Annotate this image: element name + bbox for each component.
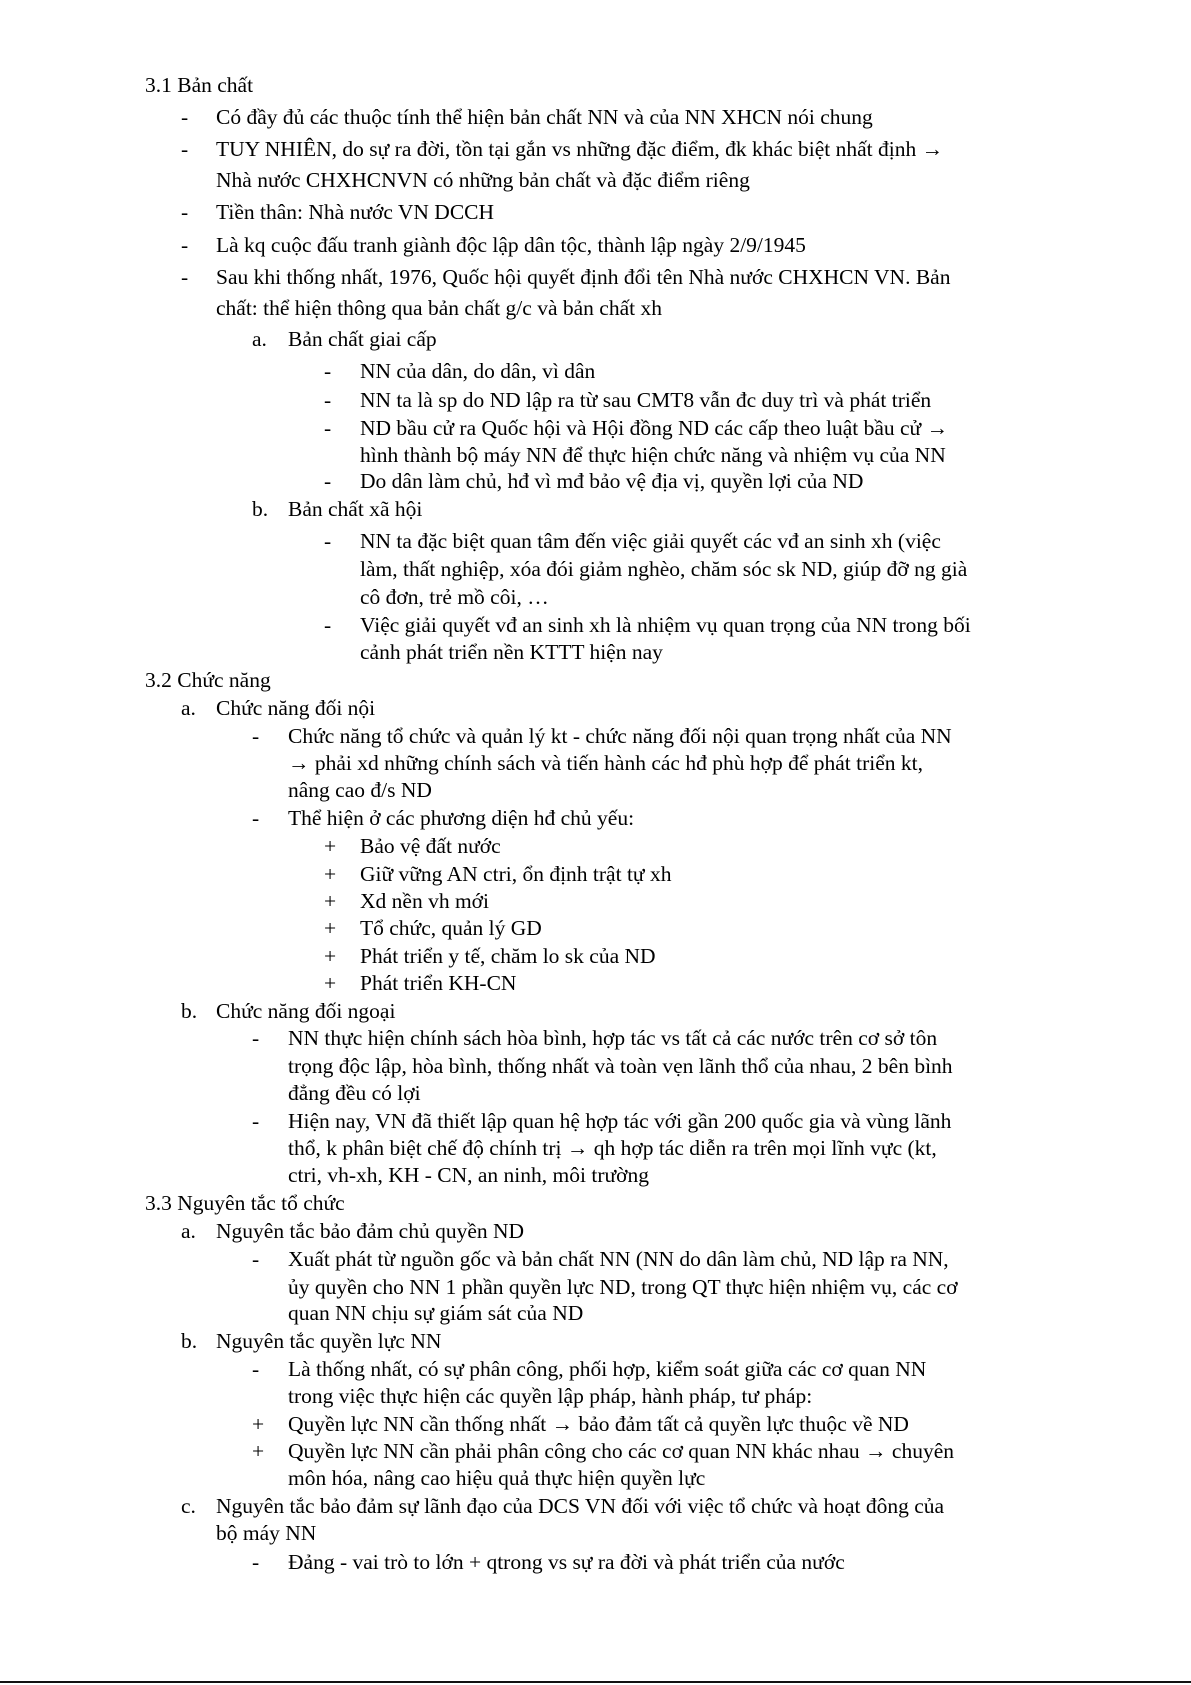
list-item-cont: hình thành bộ máy NN để thực hiện chức năng và nhiệm vụ của NN bbox=[360, 443, 946, 467]
list-item-cont: trong việc thực hiện các quyền lập pháp, hành pháp, tư pháp: bbox=[288, 1384, 813, 1408]
dash-marker: - bbox=[324, 416, 332, 440]
list-item-cont: nâng cao đ/s ND bbox=[288, 778, 432, 802]
section-heading-3-2: 3.2 Chức năng bbox=[145, 668, 271, 692]
list-item-cont: thổ, k phân biệt chế độ chính trị → qh hợp tác diễn ra trên mọi lĩnh vực (kt, bbox=[288, 1136, 937, 1160]
list-item: Do dân làm chủ, hđ vì mđ bảo vệ địa vị, quyền lợi của ND bbox=[360, 469, 864, 493]
page-bottom-rule bbox=[0, 1681, 1191, 1683]
dash-marker: - bbox=[181, 105, 189, 129]
dash-marker: - bbox=[181, 137, 189, 161]
list-item-cont: Nhà nước CHXHCNVN có những bản chất và đặc điểm riêng bbox=[216, 168, 750, 192]
plus-item: Phát triển y tế, chăm lo sk của ND bbox=[360, 944, 656, 968]
dash-marker: - bbox=[181, 233, 189, 257]
plus-marker: + bbox=[252, 1439, 265, 1463]
list-item: Đảng - vai trò to lớn + qtrong vs sự ra đời và phát triển của nước bbox=[288, 1550, 845, 1574]
dash-marker: - bbox=[252, 1026, 260, 1050]
plus-marker: + bbox=[324, 971, 337, 995]
list-item-cont: trọng độc lập, hòa bình, thống nhất và toàn vẹn lãnh thổ của nhau, 2 bên bình bbox=[288, 1054, 953, 1078]
dash-marker: - bbox=[252, 1550, 260, 1574]
list-item-cont: chất: thể hiện thông qua bản chất g/c và bản chất xh bbox=[216, 296, 662, 320]
subheading: Chức năng đối ngoại bbox=[216, 999, 396, 1023]
list-item: Thể hiện ở các phương diện hđ chủ yếu: bbox=[288, 806, 635, 830]
dash-marker: - bbox=[324, 359, 332, 383]
dash-marker: - bbox=[181, 200, 189, 224]
list-item-cont: làm, thất nghiệp, xóa đói giảm nghèo, chăm sóc sk ND, giúp đỡ ng già bbox=[360, 557, 968, 581]
list-item-cont: đẳng đều có lợi bbox=[288, 1081, 421, 1105]
list-item: Có đầy đủ các thuộc tính thể hiện bản chất NN và của NN XHCN nói chung bbox=[216, 105, 873, 129]
plus-item: Quyền lực NN cần thống nhất → bảo đảm tất cả quyền lực thuộc về ND bbox=[288, 1412, 909, 1436]
plus-item: Phát triển KH-CN bbox=[360, 971, 517, 995]
dash-marker: - bbox=[252, 1357, 260, 1381]
letter-marker-b: b. bbox=[181, 999, 198, 1023]
list-item: Là kq cuộc đấu tranh giành độc lập dân tộc, thành lập ngày 2/9/1945 bbox=[216, 233, 806, 257]
list-item-cont: ctri, vh-xh, KH - CN, an ninh, môi trường bbox=[288, 1163, 650, 1187]
dash-marker: - bbox=[252, 806, 260, 830]
plus-item: Bảo vệ đất nước bbox=[360, 834, 501, 858]
subheading: Chức năng đối nội bbox=[216, 696, 376, 720]
list-item: Là thống nhất, có sự phân công, phối hợp, kiểm soát giữa các cơ quan NN bbox=[288, 1357, 927, 1381]
list-item-cont: ủy quyền cho NN 1 phần quyền lực ND, trong QT thực hiện nhiệm vụ, các cơ bbox=[288, 1275, 958, 1299]
list-item: Hiện nay, VN đã thiết lập quan hệ hợp tác với gần 200 quốc gia và vùng lãnh bbox=[288, 1109, 952, 1133]
plus-item: Xd nền vh mới bbox=[360, 889, 490, 913]
plus-marker: + bbox=[324, 834, 337, 858]
list-item-cont: cảnh phát triển nền KTTT hiện nay bbox=[360, 640, 663, 664]
list-item: Sau khi thống nhất, 1976, Quốc hội quyết định đổi tên Nhà nước CHXHCN VN. Bản bbox=[216, 265, 951, 289]
subheading: Nguyên tắc quyền lực NN bbox=[216, 1329, 442, 1353]
list-item: NN ta đặc biệt quan tâm đến việc giải quyết các vđ an sinh xh (việc bbox=[360, 529, 941, 553]
letter-marker-a: a. bbox=[181, 1219, 196, 1243]
letter-marker-a: a. bbox=[252, 327, 267, 351]
dash-marker: - bbox=[324, 388, 332, 412]
subheading-cont: bộ máy NN bbox=[216, 1521, 317, 1545]
letter-marker-c: c. bbox=[181, 1494, 196, 1518]
dash-marker: - bbox=[324, 613, 332, 637]
plus-marker: + bbox=[324, 944, 337, 968]
plus-item: Quyền lực NN cần phải phân công cho các cơ quan NN khác nhau → chuyên bbox=[288, 1439, 954, 1463]
list-item: ND bầu cử ra Quốc hội và Hội đồng ND các cấp theo luật bầu cử → bbox=[360, 416, 949, 440]
dash-marker: - bbox=[324, 469, 332, 493]
plus-marker: + bbox=[252, 1412, 265, 1436]
list-item: NN của dân, do dân, vì dân bbox=[360, 359, 596, 383]
subheading: Nguyên tắc bảo đảm chủ quyền ND bbox=[216, 1219, 525, 1243]
dash-marker: - bbox=[252, 1247, 260, 1271]
letter-marker-a: a. bbox=[181, 696, 196, 720]
list-item: NN thực hiện chính sách hòa bình, hợp tác vs tất cả các nước trên cơ sở tôn bbox=[288, 1026, 938, 1050]
list-item: TUY NHIÊN, do sự ra đời, tồn tại gắn vs những đặc điểm, đk khác biệt nhất định → bbox=[216, 137, 944, 161]
plus-item-cont: môn hóa, nâng cao hiệu quả thực hiện quyền lực bbox=[288, 1466, 706, 1490]
section-heading-3-3: 3.3 Nguyên tắc tổ chức bbox=[145, 1191, 345, 1215]
letter-marker-b: b. bbox=[181, 1329, 198, 1353]
plus-marker: + bbox=[324, 916, 337, 940]
list-item-cont: → phải xd những chính sách và tiến hành các hđ phù hợp để phát triển kt, bbox=[288, 751, 924, 775]
subheading: Bản chất giai cấp bbox=[288, 327, 437, 351]
dash-marker: - bbox=[252, 724, 260, 748]
plus-item: Tổ chức, quản lý GD bbox=[360, 916, 542, 940]
subheading: Nguyên tắc bảo đảm sự lãnh đạo của DCS VN đối với việc tổ chức và hoạt đông của bbox=[216, 1494, 945, 1518]
list-item-cont: quan NN chịu sự giám sát của ND bbox=[288, 1301, 584, 1325]
dash-marker: - bbox=[324, 529, 332, 553]
list-item: Tiền thân: Nhà nước VN DCCH bbox=[216, 200, 495, 224]
list-item: NN ta là sp do ND lập ra từ sau CMT8 vẫn đc duy trì và phát triển bbox=[360, 388, 932, 412]
plus-item: Giữ vững AN ctri, ổn định trật tự xh bbox=[360, 862, 672, 886]
subheading: Bản chất xã hội bbox=[288, 497, 423, 521]
letter-marker-b: b. bbox=[252, 497, 269, 521]
section-heading-3-1: 3.1 Bản chất bbox=[145, 73, 254, 97]
list-item: Chức năng tổ chức và quản lý kt - chức năng đối nội quan trọng nhất của NN bbox=[288, 724, 952, 748]
dash-marker: - bbox=[181, 265, 189, 289]
list-item: Xuất phát từ nguồn gốc và bản chất NN (NN do dân làm chủ, ND lập ra NN, bbox=[288, 1247, 949, 1271]
plus-marker: + bbox=[324, 862, 337, 886]
plus-marker: + bbox=[324, 889, 337, 913]
list-item: Việc giải quyết vđ an sinh xh là nhiệm vụ quan trọng của NN trong bối bbox=[360, 613, 971, 637]
list-item-cont: cô đơn, trẻ mồ côi, … bbox=[360, 585, 549, 609]
dash-marker: - bbox=[252, 1109, 260, 1133]
